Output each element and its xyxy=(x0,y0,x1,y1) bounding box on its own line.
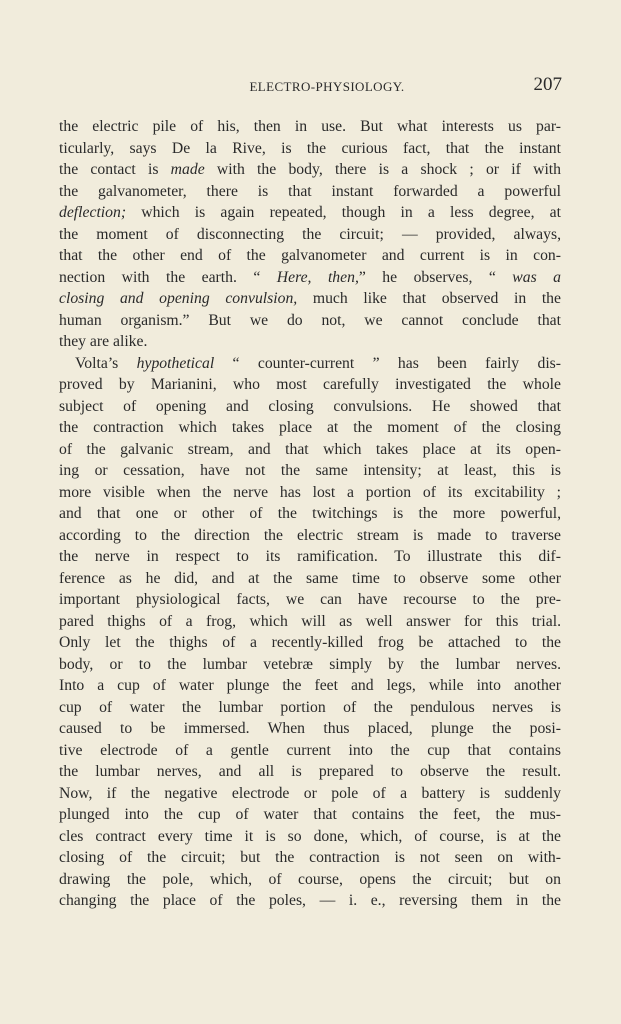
text-line xyxy=(59,847,561,869)
text-line xyxy=(59,460,561,482)
italic-text: hypothetical xyxy=(136,354,215,372)
text-run: plunged into the cup of water that contains the feet, the mus- xyxy=(59,806,561,823)
text-run: the contraction which takes place at the moment of the closing xyxy=(59,419,561,436)
text-line xyxy=(59,417,561,439)
text-line xyxy=(59,396,561,418)
text-line xyxy=(59,826,561,848)
text-line xyxy=(59,245,561,267)
italic-text: deflection; xyxy=(59,204,127,221)
text-line xyxy=(59,202,561,224)
text-line xyxy=(59,890,561,912)
text-line xyxy=(59,439,561,461)
text-line xyxy=(59,159,561,181)
text-line xyxy=(59,568,561,590)
text-run: much like that observed in the xyxy=(297,290,561,307)
text-run: according to the direction the electric stream is made to traverse xyxy=(59,526,561,544)
text-line xyxy=(59,525,561,547)
text-line xyxy=(59,675,561,697)
text-line xyxy=(59,761,561,783)
text-line xyxy=(59,353,561,375)
running-title: ELECTRO-PHYSIOLOGY. xyxy=(249,79,405,94)
text-run: proved by Marianini, who most carefully investigated the whole xyxy=(59,376,561,393)
text-line xyxy=(59,181,561,203)
text-line xyxy=(59,632,561,654)
text-run: changing the place of the poles, — i. e., reversing them in the xyxy=(59,892,561,909)
page-number: 207 xyxy=(533,74,562,95)
text-run: the electric pile of his, then in use. But what interests us par- xyxy=(59,118,561,135)
text-run: body, or to the lumbar vetebræ simply by the lumbar nerves. xyxy=(59,655,561,673)
text-run: important physiological facts, we can have recourse to the pre- xyxy=(59,591,561,608)
text-run: pared thighs of a frog, which will as well answer for this trial. xyxy=(59,612,561,630)
text-run: they are alike. xyxy=(59,333,148,350)
text-run: ference as he did, and at the same time to observe some other xyxy=(59,569,561,587)
text-line xyxy=(59,546,561,568)
text-run: the moment of disconnecting the circuit; — provided, always, xyxy=(59,225,561,243)
text-line xyxy=(59,589,561,611)
text-run: and that one or other of the twitchings is the more powerful, xyxy=(59,505,561,522)
italic-text: closing and opening convulsion, xyxy=(59,290,298,307)
text-run: the galvanometer, there is that instant forwarded a powerful xyxy=(59,182,561,200)
text-line xyxy=(59,503,561,525)
text-run: caused to be immersed. When thus placed, plunge the posi- xyxy=(59,720,561,737)
italic-text: was a xyxy=(512,268,561,286)
text-line xyxy=(59,611,561,633)
text-line xyxy=(59,718,561,740)
text-run: cup of water the lumbar portion of the pendulous nerves is xyxy=(59,698,561,716)
italic-text: Here, then, xyxy=(276,268,359,286)
text-run: Now, if the negative electrode or pole of a battery is suddenly xyxy=(59,784,561,802)
text-run: Into a cup of water plunge the feet and legs, while into another xyxy=(59,677,561,694)
text-line xyxy=(59,482,561,504)
text-run: the contact is xyxy=(59,161,171,178)
text-run: that the other end of the galvanometer and current is in con- xyxy=(59,247,561,264)
text-run: closing of the circuit; but the contraction is not seen on with- xyxy=(59,849,561,866)
text-run: ticularly, says De la Rive, is the curious fact, that the instant xyxy=(59,139,561,157)
text-line xyxy=(59,654,561,676)
text-run: human organism.” But we do not, we cannot conclude that xyxy=(59,311,561,329)
text-line xyxy=(59,374,561,396)
text-line xyxy=(59,267,561,289)
text-run: ing or cessation, have not the same intensity; at least, this is xyxy=(59,462,561,479)
text-run: the nerve in respect to its ramification. To illustrate this dif- xyxy=(59,548,561,565)
text-run: which is again repeated, though in a less degree, at xyxy=(126,204,561,221)
text-run: tive electrode of a gentle current into the cup that contains xyxy=(59,741,561,759)
text-run: Volta’s xyxy=(75,354,137,372)
text-run: nection with the earth. “ xyxy=(59,268,277,286)
body-text xyxy=(59,116,561,912)
text-run: “ counter-current ” has been fairly dis- xyxy=(214,354,561,372)
text-run: ” he observes, “ xyxy=(358,268,513,286)
page-header xyxy=(60,74,572,96)
text-line xyxy=(59,224,561,246)
text-line xyxy=(59,869,561,891)
text-line xyxy=(59,288,561,310)
text-line xyxy=(59,804,561,826)
text-line xyxy=(59,331,561,353)
text-run: cles contract every time it is so done, which, of course, is at the xyxy=(59,827,561,845)
text-line xyxy=(59,310,561,332)
text-run: the lumbar nerves, and all is prepared to observe the result. xyxy=(59,763,561,780)
text-run: more visible when the nerve has lost a portion of its excitability ; xyxy=(59,483,561,501)
text-line xyxy=(59,116,561,138)
text-run: drawing the pole, which, of course, opens the circuit; but on xyxy=(59,870,561,888)
text-line xyxy=(59,138,561,160)
italic-text: made xyxy=(170,161,205,178)
text-line xyxy=(59,740,561,762)
text-run: subject of opening and closing convulsions. He showed that xyxy=(59,397,561,415)
text-line xyxy=(59,697,561,719)
text-run: Only let the thighs of a recently-killed frog be attached to the xyxy=(59,634,561,651)
text-run: of the galvanic stream, and that which takes place at its open- xyxy=(59,440,561,458)
text-run: with the body, there is a shock ; or if with xyxy=(204,161,561,178)
text-line xyxy=(59,783,561,805)
